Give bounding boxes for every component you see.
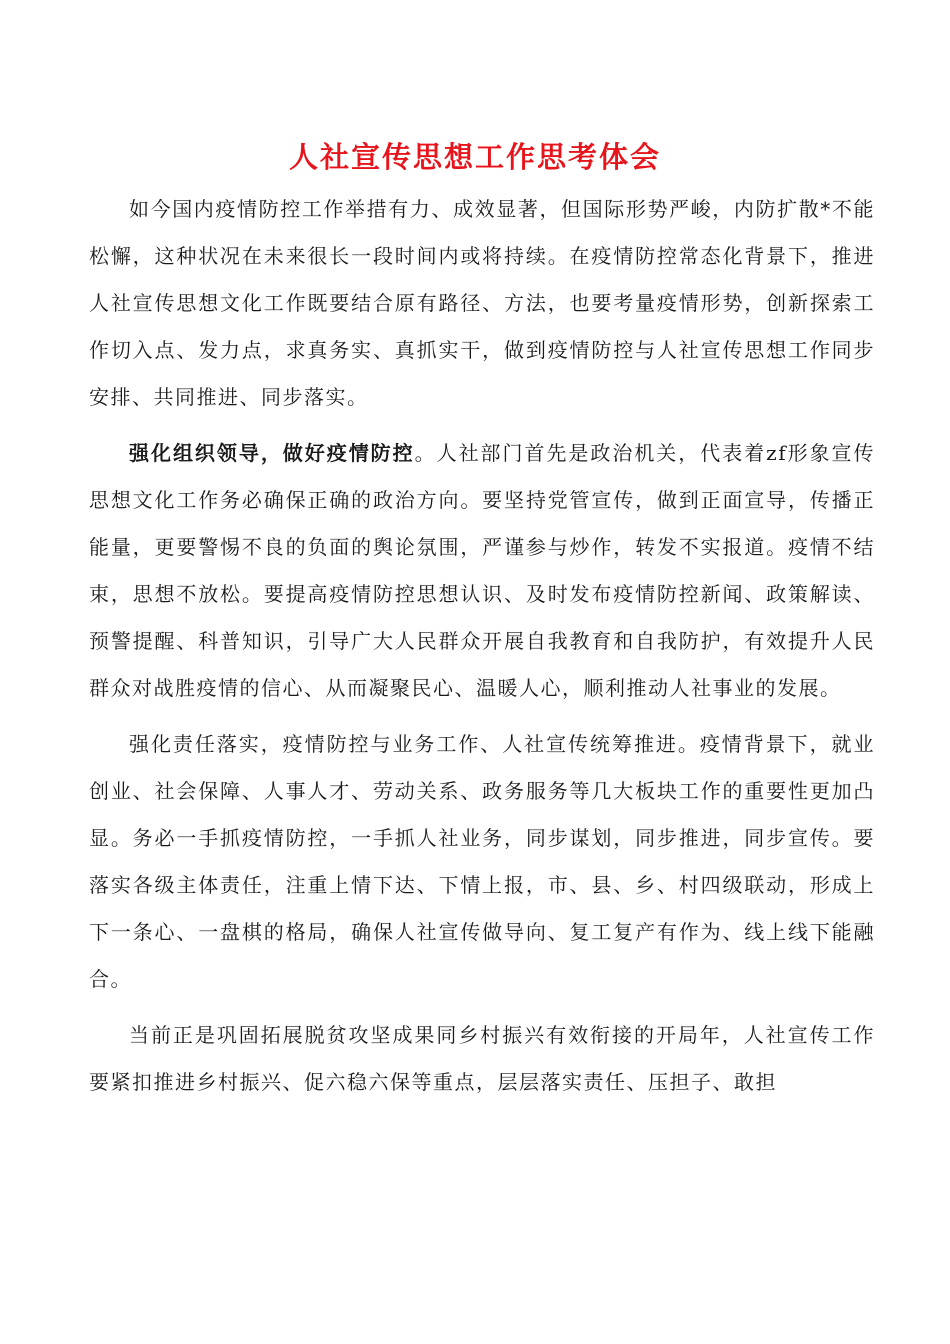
paragraph-organization: [89, 430, 875, 712]
document-title: 人社宣传思想工作思考体会: [288, 140, 661, 174]
paragraph-text: 强化责任落实，疫情防控与业务工作、人社宣传统筹推进。疫情背景下，就业创业、社会保障、人事人才、劳动关系、政务服务等几大板块工作的重要性更加凸显。务必一手抓疫情防控，一手抓人社业务，同步谋划，同步推进，同步宣传。要落实各级主体责任，注重上情下达、下情上报，市、县、乡、村四级联动，形成上下一条心、一盘棋的格局，确保人社宣传做导向、复工复产有作为、线上线下能融合。: [89, 732, 875, 991]
document-body: [89, 186, 875, 1106]
paragraph-text: 。人社部门首先是政治机关，代表着zf形象宣传思想文化工作务必确保正确的政治方向。要坚持党管宣传，做到正面宣导，传播正能量，更要警惕不良的负面的舆论氛围，严谨参与炒作，转发不实报道。疫情不结束，思想不放松。要提高疫情防控思想认识、及时发布疫情防控新闻、政策解读、预警提醒、科普知识，引导广大人民群众开展自我教育和自我防护，有效提升人民群众对战胜疫情的信心、从而凝聚民心、温暖人心，顺利推动人社事业的发展。: [89, 441, 875, 700]
paragraph-intro: [89, 186, 875, 421]
paragraph-responsibility: [89, 721, 875, 1003]
paragraph-text: 当前正是巩固拓展脱贫攻坚成果同乡村振兴有效衔接的开局年，人社宣传工作要紧扣推进乡村振兴、促六稳六保等重点，层层落实责任、压担子、敢担: [89, 1023, 875, 1094]
paragraph-lead-heading: 强化组织领导，做好疫情防控: [129, 441, 415, 465]
paragraph-rural-revitalization: [89, 1012, 875, 1106]
paragraph-text: 如今国内疫情防控工作举措有力、成效显著，但国际形势严峻，内防扩散*不能松懈，这种状况在未来很长一段时间内或将持续。在疫情防控常态化背景下，推进人社宣传思想文化工作既要结合原有路径、方法，也要考量疫情形势，创新探索工作切入点、发力点，求真务实、真抓实干，做到疫情防控与人社宣传思想工作同步安排、共同推进、同步落实。: [89, 197, 875, 409]
